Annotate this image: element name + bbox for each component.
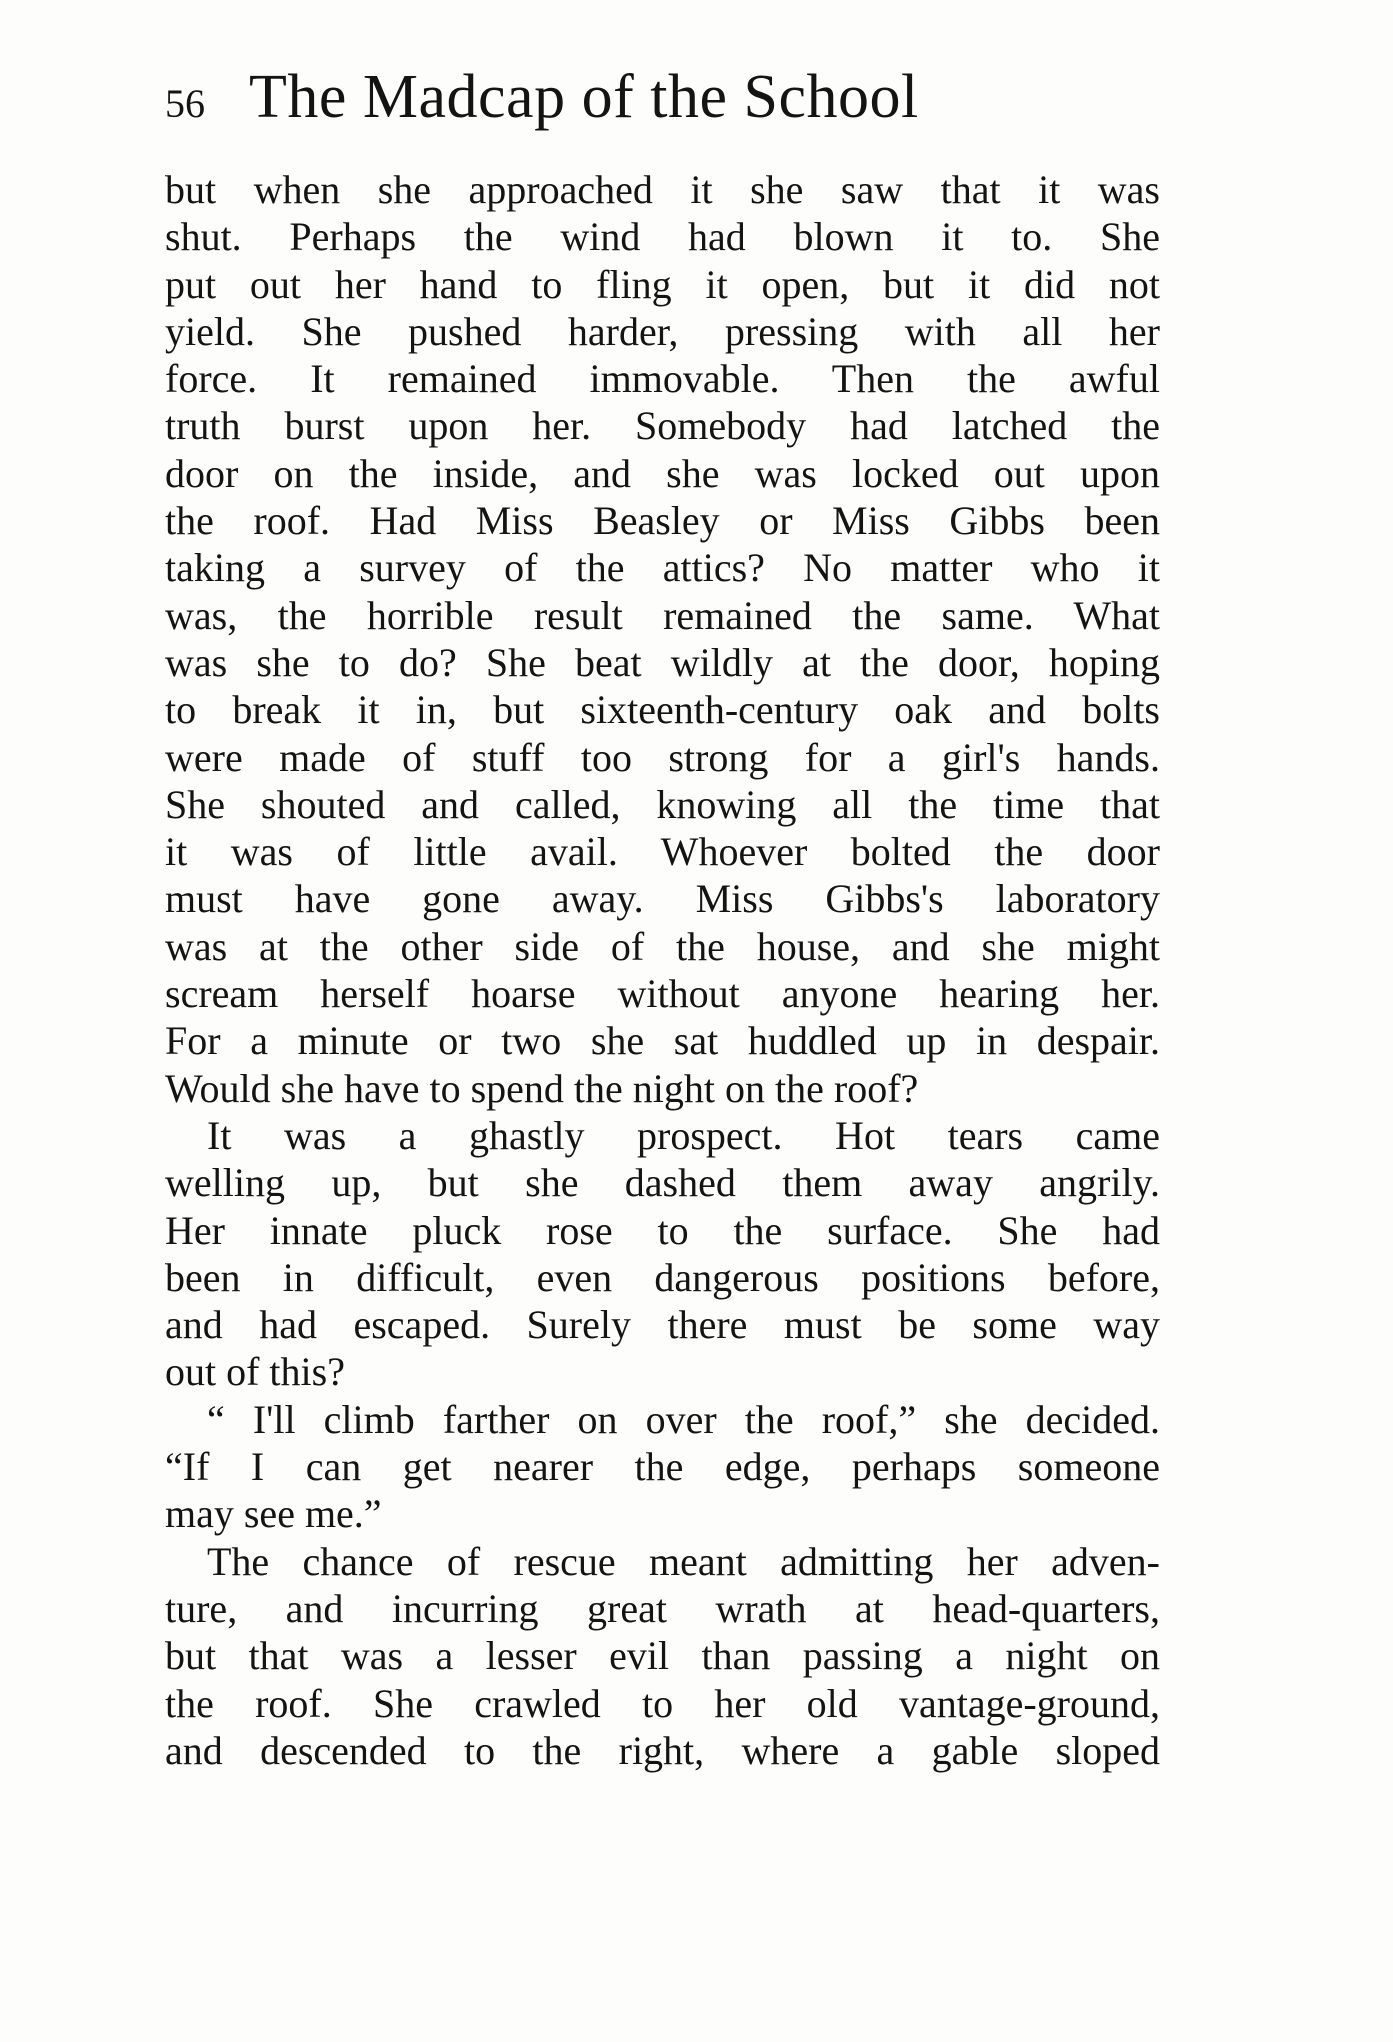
text-line: been in difficult, even dangerous positions before, [165, 1254, 1160, 1300]
text-line: was at the other side of the house, and she might [165, 923, 1160, 969]
text-line: “If I can get nearer the edge, perhaps someone [165, 1444, 1160, 1490]
text-line: It was a ghastly prospect. Hot tears came [207, 1112, 1160, 1158]
text-line: was, the horrible result remained the same. What [165, 592, 1160, 638]
text-line: truth burst upon her. Somebody had latched the [165, 403, 1160, 449]
text-line: and had escaped. Surely there must be some way [165, 1302, 1160, 1348]
text-line: and descended to the right, where a gable sloped [165, 1727, 1160, 1773]
text-line: but that was a lesser evil than passing a night on [165, 1633, 1160, 1679]
text-line: taking a survey of the attics? No matter who it [165, 545, 1160, 591]
text-line: scream herself hoarse without anyone hearing her. [165, 971, 1160, 1017]
text-line: must have gone away. Miss Gibbs's laboratory [165, 876, 1160, 922]
text-line: to break it in, but sixteenth-century oak and bolts [165, 687, 1160, 733]
text-line: out of this? [165, 1349, 345, 1395]
text-line: Would she have to spend the night on the roof? [165, 1065, 919, 1111]
text-line: Her innate pluck rose to the surface. She had [165, 1207, 1160, 1253]
text-line: put out her hand to fling it open, but it did not [165, 261, 1160, 307]
running-head [165, 62, 1165, 142]
text-line: ture, and incurring great wrath at head-quarters, [165, 1585, 1160, 1631]
text-line: welling up, but she dashed them away angrily. [165, 1160, 1160, 1206]
text-line: For a minute or two she sat huddled up in despair. [165, 1018, 1160, 1064]
text-line: The chance of rescue meant admitting her adven- [207, 1538, 1160, 1584]
text-line: the roof. Had Miss Beasley or Miss Gibbs been [165, 498, 1160, 544]
text-line: was she to do? She beat wildly at the door, hoping [165, 639, 1160, 685]
page-number: 56 [165, 81, 205, 126]
text-line: yield. She pushed harder, pressing with all her [165, 308, 1160, 354]
text-line: She shouted and called, knowing all the time that [165, 781, 1160, 827]
text-line: door on the inside, and she was locked out upon [165, 450, 1160, 496]
text-line: the roof. She crawled to her old vantage-ground, [165, 1680, 1160, 1726]
text-line: but when she approached it she saw that it was [165, 167, 1160, 212]
book-title: The Madcap of the School [249, 63, 919, 131]
text-line: force. It remained immovable. Then the awful [165, 356, 1160, 402]
body-text [165, 166, 1160, 1774]
text-line: were made of stuff too strong for a girl's hands. [165, 734, 1160, 780]
text-line: “ I'll climb farther on over the roof,” she decided. [207, 1396, 1160, 1442]
text-line: may see me.” [165, 1491, 382, 1537]
text-line: it was of little avail. Whoever bolted the door [165, 829, 1160, 875]
text-line: shut. Perhaps the wind had blown it to. She [165, 214, 1160, 260]
